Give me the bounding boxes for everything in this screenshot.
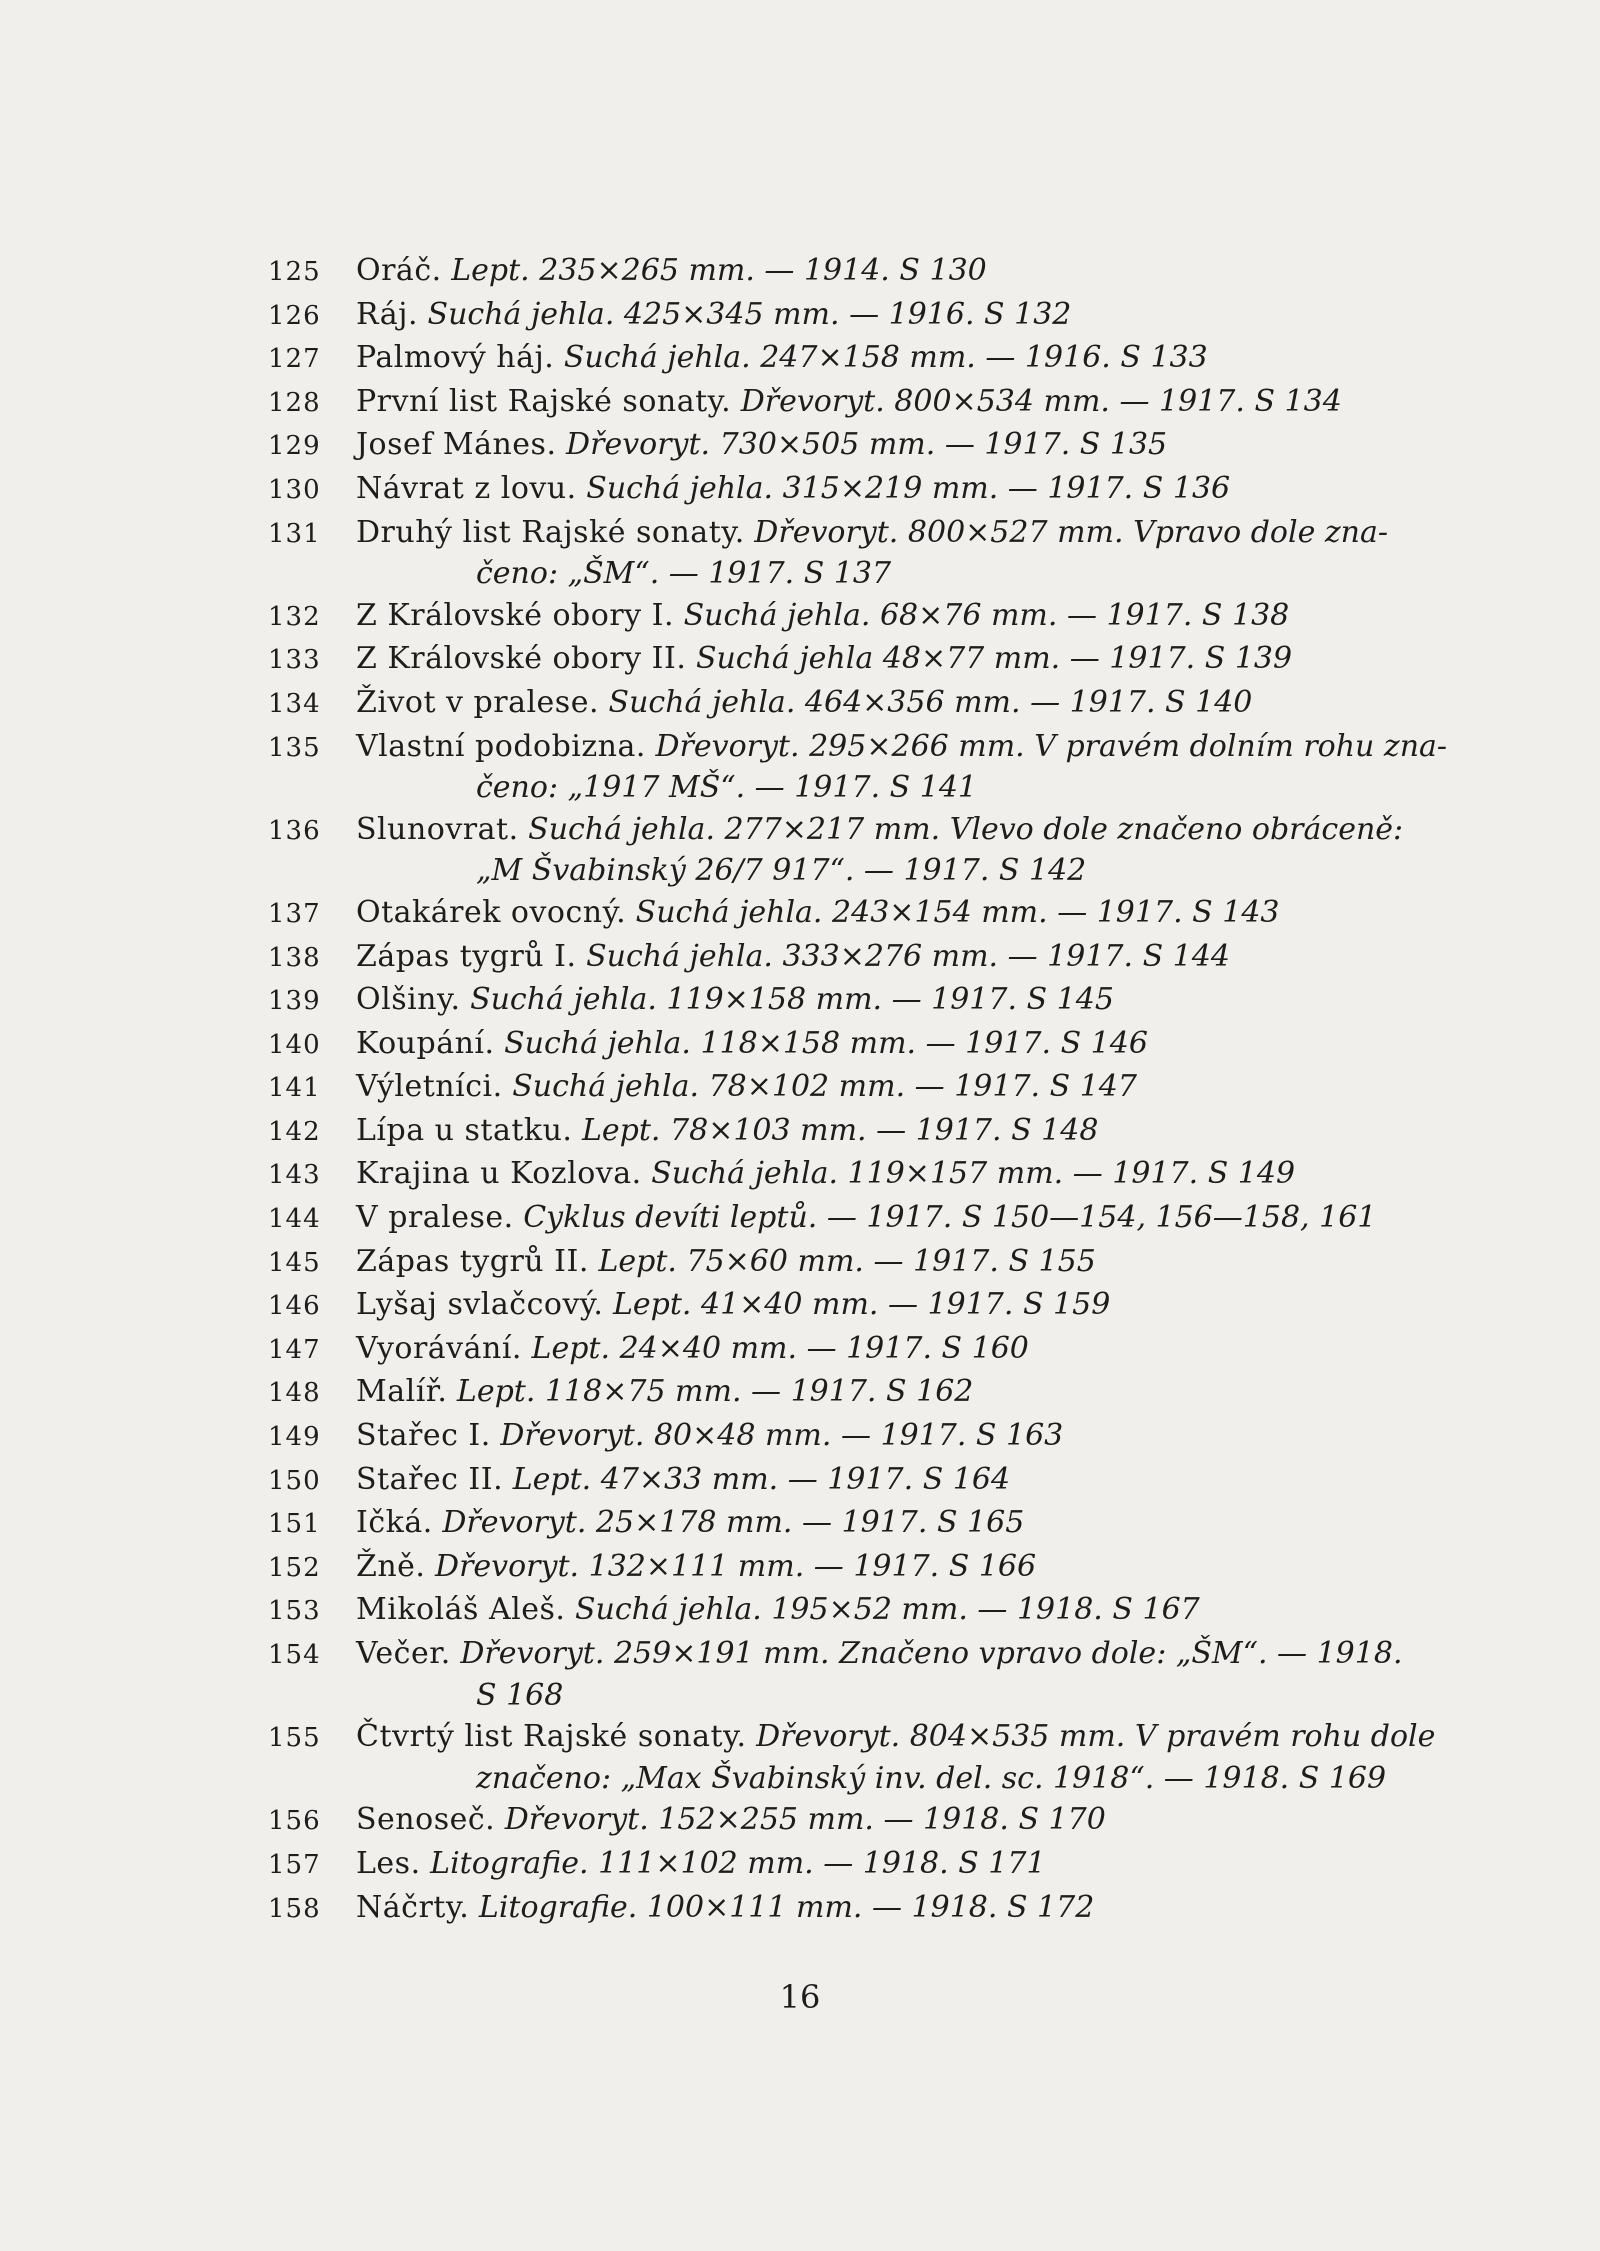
- entry-year: — 1917.: [840, 1418, 967, 1454]
- entry-dimensions: 235×265 mm.: [539, 253, 755, 288]
- entry-text: [356, 979, 1498, 1021]
- entry-reference: S 132: [984, 296, 1072, 332]
- entry-technique: Dřevoryt.: [460, 1636, 605, 1671]
- entry-text: [356, 1633, 1498, 1716]
- catalog-entry: [268, 1716, 1498, 1799]
- entry-title: Oráč.: [356, 253, 442, 288]
- entry-year: — 1917.: [1030, 684, 1156, 720]
- entry-technique: Suchá jehla.: [528, 811, 715, 847]
- catalog-entry: [268, 1371, 1498, 1415]
- entry-technique: Suchá jehla.: [586, 470, 774, 506]
- entry-title: Olšiny.: [356, 982, 461, 1018]
- entry-reference: S 166: [948, 1548, 1037, 1584]
- entry-dimensions: 295×266 mm.: [809, 728, 1025, 764]
- catalog-entry: [268, 726, 1498, 809]
- entry-year: — 1917.: [826, 1200, 953, 1236]
- catalog-entry: [268, 1023, 1498, 1067]
- entry-year: — 1917.: [944, 427, 1071, 463]
- entry-year: — 1917.: [802, 1505, 928, 1541]
- entry-note: V pravém rohu dole: [1134, 1719, 1436, 1755]
- entry-dimensions: 80×48 mm.: [653, 1418, 832, 1454]
- entry-year: — 1917.: [813, 1548, 940, 1584]
- entry-number: 143: [268, 1160, 321, 1191]
- entry-dimensions: 78×102 mm.: [708, 1069, 906, 1105]
- entry-continuation: „M Švabinský 26/7 917“. — 1917. S 142: [476, 853, 1087, 889]
- entry-dimensions: 41×40 mm.: [700, 1287, 879, 1323]
- entry-text: [356, 638, 1498, 680]
- entry-reference: S 159: [1022, 1287, 1111, 1323]
- catalog-entry: [268, 682, 1498, 726]
- entry-continuation: S 168: [476, 1677, 564, 1713]
- entry-reference: S 149: [1207, 1156, 1296, 1192]
- entry-technique: Suchá jehla.: [635, 894, 823, 930]
- entry-number: 154: [268, 1640, 321, 1670]
- entry-number: 157: [268, 1849, 321, 1880]
- entry-year: — 1918.: [977, 1592, 1103, 1628]
- entry-dimensions: 333×276 mm.: [782, 938, 999, 974]
- entry-title: Náčrty.: [356, 1889, 470, 1925]
- catalog-entry: [268, 250, 1498, 294]
- catalog-entry: [268, 1546, 1498, 1590]
- entry-title: Lípa u statku.: [356, 1112, 573, 1148]
- entry-text: [356, 1459, 1498, 1501]
- entry-title: V pralese.: [356, 1200, 514, 1236]
- entry-text: [356, 1589, 1498, 1631]
- entry-title: Zápas tygrů I.: [356, 938, 577, 974]
- catalog-entry: [268, 1589, 1498, 1633]
- entry-title: První list Rajské sonaty.: [356, 383, 732, 419]
- entry-number: 156: [268, 1806, 321, 1837]
- entry-number: 130: [268, 474, 321, 505]
- entry-reference: S 148: [1011, 1112, 1099, 1148]
- entry-reference: S 170: [1018, 1802, 1106, 1838]
- entry-number: 150: [268, 1465, 321, 1496]
- entry-technique: Suchá jehla.: [563, 340, 751, 376]
- entry-reference: S 172: [1006, 1889, 1095, 1925]
- entry-year: — 1916.: [985, 340, 1111, 376]
- entry-technique: Suchá jehla.: [683, 597, 871, 633]
- entry-text: [356, 424, 1498, 466]
- entry-technique: Suchá jehla.: [651, 1156, 838, 1192]
- entry-dimensions: 119×157 mm.: [847, 1156, 1064, 1192]
- entry-title: Zápas tygrů II.: [356, 1243, 589, 1279]
- entry-number: 125: [268, 257, 321, 287]
- entry-reference: S 140: [1165, 684, 1253, 720]
- entry-title: Slunovrat.: [356, 811, 519, 847]
- entry-dimensions: 78×103 mm.: [670, 1112, 867, 1148]
- entry-number: 131: [268, 518, 321, 549]
- entry-dimensions: 800×534 mm.: [894, 383, 1110, 419]
- entry-technique: Suchá jehla.: [512, 1069, 700, 1105]
- entry-title: Stařec II.: [356, 1461, 504, 1497]
- entry-text: [356, 1843, 1498, 1885]
- entry-text: [356, 1371, 1498, 1413]
- catalog-entry: [268, 512, 1498, 595]
- catalog-entry: [268, 1415, 1498, 1459]
- entry-year: — 1917.: [1066, 597, 1193, 633]
- entry-number: 133: [268, 645, 321, 676]
- entry-number: 158: [268, 1893, 321, 1924]
- entry-year: — 1917.: [1119, 383, 1245, 419]
- entry-technique: Lept.: [451, 253, 530, 288]
- entry-reference: S 146: [1060, 1025, 1148, 1061]
- catalog-entry: [268, 1197, 1498, 1241]
- entry-dimensions: 243×154 mm.: [832, 894, 1048, 930]
- entry-title: Lyšaj svlačcový.: [356, 1287, 604, 1323]
- entry-text: [356, 1153, 1498, 1195]
- entry-technique: Suchá jehla.: [608, 684, 796, 720]
- entry-year: — 1918.: [823, 1845, 949, 1881]
- entry-number: 140: [268, 1029, 321, 1060]
- entry-technique: Suchá jehla: [695, 641, 874, 677]
- entry-year: — 1914.: [764, 253, 890, 288]
- entry-number: 142: [268, 1116, 321, 1147]
- catalog-entry: [268, 381, 1498, 425]
- entry-number: 145: [268, 1247, 321, 1278]
- catalog-entry: [268, 979, 1498, 1023]
- entry-technique: Dřevoryt.: [754, 514, 899, 550]
- entry-text: [356, 936, 1498, 978]
- entry-reference: S 138: [1201, 597, 1290, 633]
- entry-title: Žně.: [356, 1548, 426, 1584]
- entry-title: Stařec I.: [356, 1418, 491, 1454]
- entry-continuation: značeno: „Max Švabinský inv. del. sc. 1918“. — 1918. S 169: [476, 1760, 1387, 1796]
- entry-technique: Suchá jehla.: [586, 938, 773, 974]
- entry-reference: S 171: [958, 1845, 1046, 1881]
- catalog-entry: [268, 595, 1498, 639]
- entry-reference: S 165: [936, 1505, 1025, 1541]
- entry-year: — 1917.: [925, 1025, 1052, 1061]
- entry-number: 138: [268, 942, 321, 973]
- entry-dimensions: 277×217 mm.: [724, 811, 941, 847]
- entry-continuation: čeno: „ŠM“. — 1917. S 137: [476, 556, 892, 592]
- entry-title: Život v pralese.: [356, 684, 599, 720]
- entry-number: 132: [268, 601, 321, 632]
- entry-reference: S 163: [975, 1418, 1064, 1454]
- entry-reference: S 147: [1049, 1069, 1137, 1105]
- entry-year: — 1917.: [873, 1243, 999, 1279]
- entry-year: — 1917.: [914, 1069, 1041, 1105]
- entry-text: [356, 1110, 1498, 1152]
- catalog-entry: [268, 468, 1498, 512]
- entry-year: — 1917.: [1057, 894, 1183, 930]
- entry-technique: Suchá jehla.: [470, 982, 657, 1018]
- entry-dimensions: 800×527 mm.: [907, 514, 1124, 550]
- entry-technique: Lept.: [612, 1287, 692, 1323]
- entry-text: [356, 512, 1498, 595]
- entry-title: Palmový háj.: [356, 340, 555, 376]
- entry-text: [356, 726, 1498, 809]
- entry-number: 144: [268, 1204, 321, 1235]
- entry-title: Návrat z lovu.: [356, 470, 577, 506]
- entry-year: — 1917.: [1007, 938, 1134, 974]
- catalog-entry: [268, 1241, 1498, 1285]
- entry-text: [356, 1502, 1498, 1544]
- catalog-list: [268, 250, 1498, 1930]
- entry-title: Z Královské obory II.: [356, 641, 687, 677]
- entry-number: 136: [268, 815, 321, 846]
- entry-text: [356, 337, 1498, 379]
- entry-year: — 1917.: [1069, 641, 1196, 677]
- catalog-entry: [268, 1887, 1498, 1931]
- catalog-entry: [268, 638, 1498, 682]
- entry-technique: Litografie.: [478, 1889, 638, 1925]
- entry-number: 127: [268, 344, 321, 375]
- entry-title: Čtvrtý list Rajské sonaty.: [356, 1719, 747, 1755]
- entry-year: — 1917.: [787, 1461, 914, 1497]
- catalog-entry: [268, 337, 1498, 381]
- entry-number: 137: [268, 898, 321, 929]
- entry-title: Večer.: [356, 1636, 451, 1671]
- catalog-entry: [268, 1799, 1498, 1843]
- entry-dimensions: 464×356 mm.: [804, 684, 1021, 720]
- entry-dimensions: 152×255 mm.: [658, 1802, 874, 1838]
- entry-title: Z Královské obory I.: [356, 597, 675, 633]
- entry-number: 146: [268, 1291, 321, 1322]
- entry-year: — 1917.: [1072, 1156, 1199, 1192]
- entry-technique: Suchá jehla.: [504, 1025, 691, 1061]
- entry-technique: Litografie.: [430, 1845, 589, 1881]
- entry-reference: S 134: [1254, 383, 1342, 419]
- entry-text: [356, 381, 1498, 423]
- entry-text: [356, 892, 1498, 934]
- entry-title: Senoseč.: [356, 1802, 496, 1838]
- catalog-entry: [268, 936, 1498, 980]
- entry-title: Druhý list Rajské sonaty.: [356, 514, 745, 550]
- entry-dimensions: 132×111 mm.: [588, 1548, 805, 1584]
- entry-text: [356, 294, 1498, 336]
- entry-number: 149: [268, 1422, 321, 1453]
- entry-title: Otakárek ovocný.: [356, 894, 627, 930]
- entry-reference: S 143: [1192, 894, 1280, 930]
- entry-title: Vyorávání.: [356, 1330, 522, 1366]
- entry-title: Ičká.: [356, 1505, 433, 1541]
- entry-reference: S 167: [1112, 1592, 1200, 1628]
- entry-reference: S 133: [1120, 340, 1208, 376]
- entry-dimensions: 259×191 mm.: [613, 1636, 830, 1671]
- catalog-entry: [268, 1284, 1498, 1328]
- entry-technique: Suchá jehla.: [574, 1592, 762, 1628]
- entry-year: — 1917.: [891, 982, 1018, 1018]
- entry-text: [356, 595, 1498, 637]
- catalog-entry: [268, 809, 1498, 892]
- entry-dimensions: 425×345 mm.: [623, 296, 840, 332]
- entry-continuation: čeno: „1917 MŠ“. — 1917. S 141: [476, 770, 977, 806]
- entry-reference: S 145: [1026, 982, 1114, 1018]
- entry-title: Les.: [356, 1845, 421, 1881]
- entry-number: 129: [268, 431, 321, 462]
- entry-technique: Dřevoryt.: [500, 1418, 645, 1454]
- entry-reference: S 144: [1142, 938, 1230, 974]
- entry-number: 134: [268, 688, 321, 719]
- entry-reference: S 160: [941, 1330, 1029, 1366]
- entry-technique: Lept.: [531, 1330, 611, 1366]
- entry-technique: Dřevoryt.: [740, 383, 885, 419]
- entry-dimensions: 247×158 mm.: [760, 340, 976, 376]
- catalog-entry: [268, 294, 1498, 338]
- entry-text: [356, 1066, 1498, 1108]
- entry-technique: Dřevoryt.: [756, 1719, 901, 1755]
- entry-year: — 1918.: [883, 1802, 1009, 1838]
- entry-dimensions: 111×102 mm.: [598, 1845, 814, 1881]
- catalog-entry: [268, 892, 1498, 936]
- entry-reference: S 164: [922, 1461, 1011, 1497]
- entry-year: — 1917.: [887, 1287, 1014, 1323]
- entry-technique: Dřevoryt.: [435, 1548, 580, 1584]
- entry-dimensions: 730×505 mm.: [719, 427, 936, 463]
- entry-year: — 1917.: [751, 1374, 877, 1410]
- entry-number: 126: [268, 300, 321, 331]
- entry-reference: S 155: [1008, 1243, 1096, 1279]
- entry-technique: Lept.: [456, 1374, 536, 1410]
- entry-text: [356, 1546, 1498, 1588]
- catalog-entry: [268, 1328, 1498, 1372]
- entry-text: [356, 682, 1498, 724]
- entry-text: [356, 1799, 1498, 1841]
- catalog-entry: [268, 1066, 1498, 1110]
- entry-dimensions: 24×40 mm.: [619, 1330, 798, 1366]
- entry-dimensions: 118×75 mm.: [544, 1374, 742, 1410]
- entry-title: Výletníci.: [356, 1069, 503, 1105]
- entry-reference: S 135: [1079, 427, 1168, 463]
- entry-dimensions: 47×33 mm.: [600, 1461, 779, 1497]
- entry-technique: Dřevoryt.: [504, 1802, 649, 1838]
- entry-title: Mikoláš Aleš.: [356, 1592, 566, 1628]
- entry-year: — 1917.: [806, 1330, 932, 1366]
- entry-number: 151: [268, 1509, 321, 1540]
- entry-technique: Dřevoryt.: [655, 728, 800, 764]
- entry-dimensions: 68×76 mm.: [879, 597, 1058, 633]
- entry-text: [356, 1284, 1498, 1326]
- entry-title: Josef Mánes.: [356, 427, 557, 463]
- catalog-entry: [268, 424, 1498, 468]
- entry-dimensions: 48×77 mm.: [882, 641, 1061, 677]
- entry-title: Krajina u Kozlova.: [356, 1156, 642, 1192]
- catalog-entry: [268, 1502, 1498, 1546]
- entry-dimensions: 195×52 mm.: [771, 1592, 968, 1628]
- entry-reference: S 150—154, 156—158, 161: [961, 1200, 1377, 1236]
- entry-text: [356, 1716, 1498, 1799]
- entry-technique: Cyklus devíti leptů.: [523, 1200, 818, 1236]
- entry-year: — 1916.: [849, 296, 975, 332]
- entry-title: Koupání.: [356, 1025, 495, 1061]
- entry-dimensions: 118×158 mm.: [700, 1025, 917, 1061]
- entry-text: [356, 468, 1498, 510]
- entry-reference: S 139: [1204, 641, 1293, 677]
- catalog-entry: [268, 1633, 1498, 1716]
- entry-title: Vlastní podobizna.: [356, 728, 646, 764]
- entry-year: — 1917.: [1007, 470, 1134, 506]
- entry-note: Vlevo dole značeno obráceně:: [949, 811, 1404, 847]
- page-number: 16: [779, 1978, 821, 2016]
- entry-number: 139: [268, 986, 321, 1017]
- entry-text: [356, 1328, 1498, 1370]
- entry-note: Vpravo dole zna-: [1133, 514, 1389, 550]
- entry-text: [356, 1197, 1498, 1239]
- entry-technique: Lept.: [598, 1243, 677, 1279]
- entry-text: [356, 1241, 1498, 1283]
- entry-dimensions: 119×158 mm.: [666, 982, 883, 1018]
- entry-text: [356, 1415, 1498, 1457]
- entry-text: [356, 809, 1498, 892]
- entry-title: Malíř.: [356, 1374, 448, 1410]
- entry-year: — 1917.: [876, 1112, 1002, 1148]
- entry-technique: Suchá jehla.: [427, 296, 615, 332]
- entry-number: 153: [268, 1596, 321, 1627]
- entry-reference: S 136: [1142, 470, 1231, 506]
- entry-technique: Dřevoryt.: [566, 427, 711, 463]
- entry-year: — 1918.: [871, 1889, 998, 1925]
- entry-number: 148: [268, 1378, 321, 1409]
- entry-text: [356, 1887, 1498, 1929]
- entry-reference: S 130: [899, 253, 987, 288]
- entry-technique: Lept.: [512, 1461, 592, 1497]
- entry-number: 128: [268, 387, 321, 418]
- catalog-entry: [268, 1153, 1498, 1197]
- entry-dimensions: 804×535 mm.: [909, 1719, 1126, 1755]
- entry-technique: Lept.: [581, 1112, 661, 1148]
- entry-note: Značeno vpravo dole: „ŠM“. — 1918.: [839, 1636, 1403, 1671]
- entry-dimensions: 75×60 mm.: [686, 1243, 864, 1279]
- entry-number: 141: [268, 1073, 321, 1104]
- entry-number: 135: [268, 732, 321, 763]
- entry-technique: Dřevoryt.: [442, 1505, 587, 1541]
- entry-number: 155: [268, 1723, 321, 1754]
- entry-dimensions: 315×219 mm.: [782, 470, 999, 506]
- entry-reference: S 162: [886, 1374, 974, 1410]
- entry-text: [356, 1023, 1498, 1065]
- entry-dimensions: 100×111 mm.: [646, 1889, 863, 1925]
- entry-title: Ráj.: [356, 296, 418, 332]
- entry-text: [356, 250, 1498, 292]
- entry-number: 147: [268, 1334, 321, 1365]
- catalog-entry: [268, 1843, 1498, 1887]
- catalog-entry: [268, 1459, 1498, 1503]
- entry-note: V pravém dolním rohu zna-: [1034, 728, 1448, 764]
- entry-number: 152: [268, 1552, 321, 1583]
- catalog-entry: [268, 1110, 1498, 1154]
- entry-dimensions: 25×178 mm.: [595, 1505, 793, 1541]
